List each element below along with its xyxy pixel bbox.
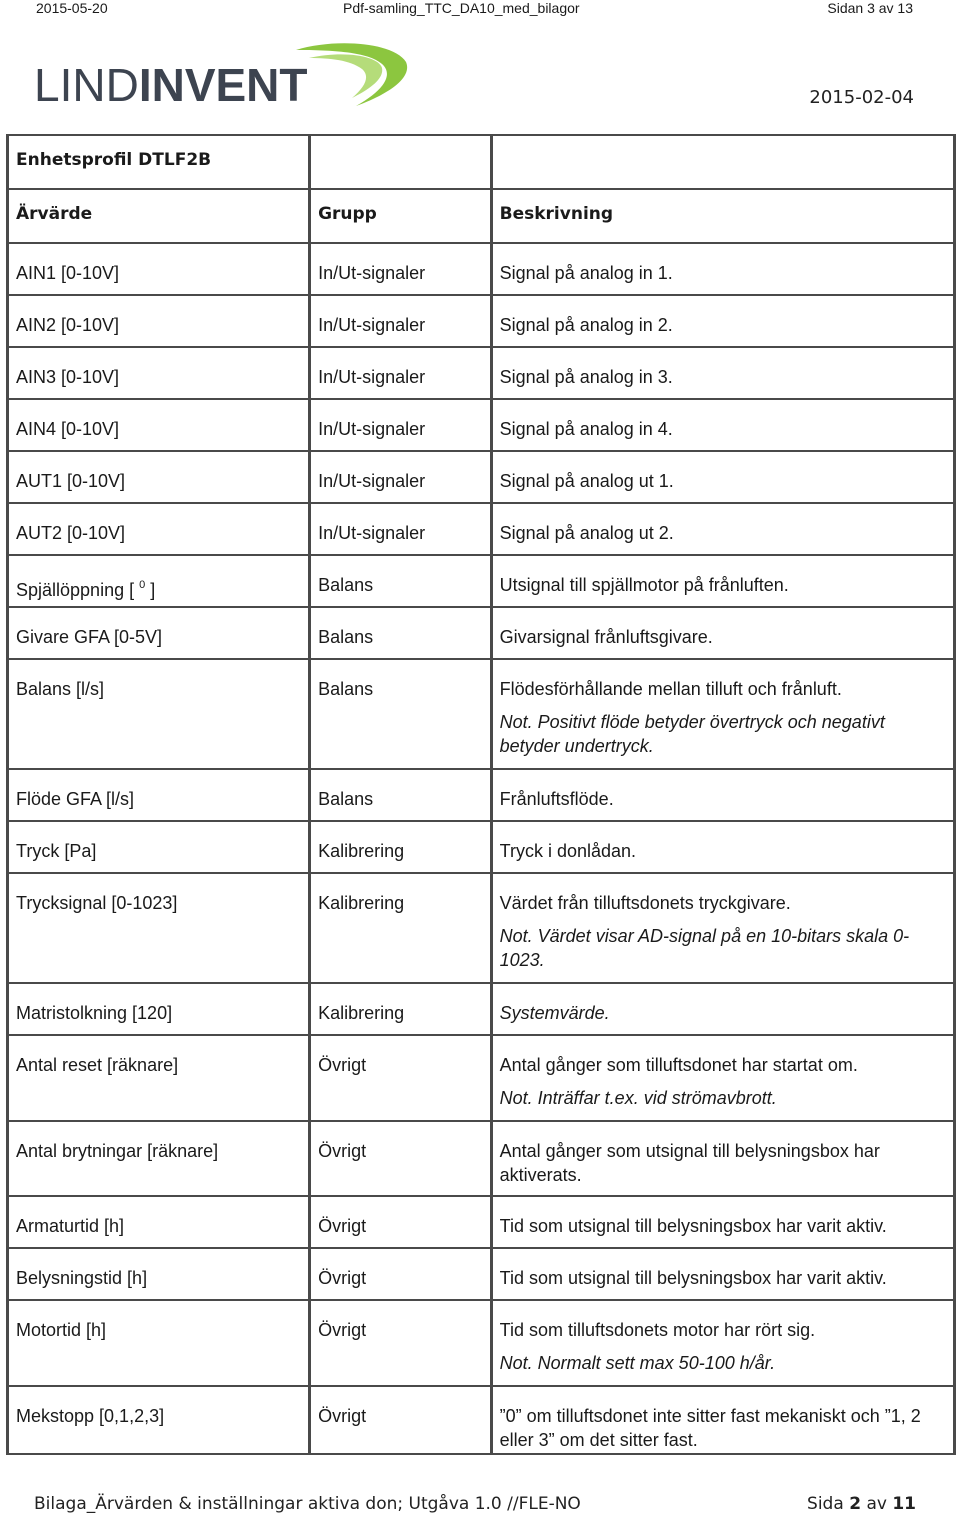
device-profile-table: [6, 134, 956, 1455]
table-row: [8, 821, 955, 873]
cell-group: Balans: [310, 659, 492, 769]
description-text: Tryck i donlådan.: [499, 841, 637, 861]
print-document-title: Pdf-samling_TTC_DA10_med_bilagor: [343, 0, 580, 16]
description-text: Signal på analog ut 2.: [499, 523, 674, 543]
description-text: Flödesförhållande mellan tilluft och frånluft.: [499, 679, 842, 699]
cell-value-text: Spjällöppning [: [16, 580, 140, 600]
logo-wordmark: [34, 59, 308, 110]
cell-group: Övrigt: [310, 1121, 492, 1196]
cell-group: Övrigt: [310, 1196, 492, 1248]
cell-group: In/Ut-signaler: [310, 451, 492, 503]
cell-value: AUT2 [0-10V]: [8, 503, 310, 555]
footer-page-word: Sida: [807, 1494, 844, 1514]
description-text: Givarsignal frånluftsgivare.: [499, 627, 713, 647]
cell-group: Balans: [310, 607, 492, 659]
cell-value: AIN1 [0-10V]: [8, 243, 310, 295]
cell-value: Matristolkning [120]: [8, 983, 310, 1035]
cell-value: Motortid [h]: [8, 1300, 310, 1386]
table-row: [8, 295, 955, 347]
cell-description: [491, 555, 954, 607]
table-row: [8, 399, 955, 451]
description-text: Tid som tilluftsdonets motor har rört sig.: [499, 1320, 816, 1340]
cell-value: Mekstopp [0,1,2,3]: [8, 1386, 310, 1454]
description-text: Frånluftsflöde.: [499, 789, 614, 809]
description-note: Not. Positivt flöde betyder övertryck och negativt betyder undertryck.: [499, 712, 885, 756]
footer-page-number: [807, 1494, 916, 1514]
cell-value: Armaturtid [h]: [8, 1196, 310, 1248]
cell-description: [491, 399, 954, 451]
cell-description: [491, 451, 954, 503]
cell-value: Flöde GFA [l/s]: [8, 769, 310, 821]
description-text: Signal på analog ut 1.: [499, 471, 674, 491]
cell-description: [491, 295, 954, 347]
cell-description: [491, 1386, 954, 1454]
degree-superscript: 0: [139, 579, 146, 591]
cell-group: Balans: [310, 769, 492, 821]
cell-group: Övrigt: [310, 1386, 492, 1454]
header-description: Beskrivning: [491, 189, 954, 243]
cell-description: [491, 243, 954, 295]
cell-group: In/Ut-signaler: [310, 347, 492, 399]
header-group: Grupp: [310, 189, 492, 243]
table-row: [8, 1300, 955, 1386]
table-row: [8, 1248, 955, 1300]
table-row: [8, 1035, 955, 1121]
cell-group: Övrigt: [310, 1300, 492, 1386]
logo-swoosh: [296, 43, 407, 106]
table-title-empty-cell: [310, 135, 492, 189]
cell-description: [491, 1248, 954, 1300]
cell-description: [491, 1121, 954, 1196]
lindinvent-logo: [34, 40, 414, 110]
table-row: [8, 555, 955, 607]
cell-value: AUT1 [0-10V]: [8, 451, 310, 503]
footer-page-of: av: [866, 1494, 887, 1514]
cell-value: Antal reset [räknare]: [8, 1035, 310, 1121]
cell-group: Övrigt: [310, 1035, 492, 1121]
description-text: Tid som utsignal till belysningsbox har varit aktiv.: [499, 1216, 887, 1236]
footer-document-name: Bilaga_Ärvärden & inställningar aktiva don; Utgåva 1.0 //FLE-NO: [34, 1494, 581, 1514]
cell-description: [491, 1300, 954, 1386]
cell-description: [491, 1196, 954, 1248]
description-text: Signal på analog in 4.: [499, 419, 673, 439]
document-date: 2015-02-04: [809, 87, 914, 108]
print-page-number: Sidan 3 av 13: [827, 0, 913, 16]
description-note: Not. Inträffar t.ex. vid strömavbrott.: [499, 1088, 777, 1108]
table-title-empty-cell: [491, 135, 954, 189]
cell-group: In/Ut-signaler: [310, 243, 492, 295]
description-text: Tid som utsignal till belysningsbox har varit aktiv.: [499, 1268, 887, 1288]
cell-description: [491, 873, 954, 983]
description-text: Signal på analog in 2.: [499, 315, 673, 335]
cell-group: Kalibrering: [310, 983, 492, 1035]
table-row: [8, 607, 955, 659]
header-value: Ärvärde: [8, 189, 310, 243]
cell-value: Belysningstid [h]: [8, 1248, 310, 1300]
logo-graphic: [34, 40, 414, 110]
table-row: [8, 1196, 955, 1248]
cell-group: In/Ut-signaler: [310, 399, 492, 451]
cell-value: Givare GFA [0-5V]: [8, 607, 310, 659]
description-text: Antal gånger som utsignal till belysningsbox har aktiverats.: [499, 1141, 880, 1185]
cell-value-text: ]: [145, 580, 156, 600]
cell-description: [491, 659, 954, 769]
table-title-row: [8, 135, 955, 189]
table-row: [8, 659, 955, 769]
cell-description: [491, 983, 954, 1035]
cell-group: In/Ut-signaler: [310, 295, 492, 347]
cell-value: Tryck [Pa]: [8, 821, 310, 873]
table-row: [8, 243, 955, 295]
cell-group: Kalibrering: [310, 873, 492, 983]
cell-value: AIN2 [0-10V]: [8, 295, 310, 347]
logo-text-light: LIND: [34, 59, 139, 110]
description-text: Värdet från tilluftsdonets tryckgivare.: [499, 893, 791, 913]
page-footer: [34, 1494, 916, 1518]
cell-description: [491, 347, 954, 399]
cell-value: [8, 555, 310, 607]
table-row: [8, 503, 955, 555]
cell-description: [491, 503, 954, 555]
description-text: Signal på analog in 3.: [499, 367, 673, 387]
description-text: Utsignal till spjällmotor på frånluften.: [499, 575, 789, 595]
cell-group: Övrigt: [310, 1248, 492, 1300]
cell-value: Trycksignal [0-1023]: [8, 873, 310, 983]
table-row: [8, 1121, 955, 1196]
description-note: Not. Värdet visar AD-signal på en 10-bitars skala 0-1023.: [499, 926, 910, 970]
description-text: Antal gånger som tilluftsdonet har startat om.: [499, 1055, 858, 1075]
cell-description: [491, 607, 954, 659]
table-title: Enhetsprofil DTLF2B: [8, 135, 310, 189]
cell-group: In/Ut-signaler: [310, 503, 492, 555]
description-text: ”0” om tilluftsdonet inte sitter fast mekaniskt och ”1, 2 eller 3” om det sitter fast.: [499, 1406, 921, 1450]
cell-description: [491, 821, 954, 873]
description-note: Not. Normalt sett max 50-100 h/år.: [499, 1353, 776, 1373]
footer-page-total: 11: [892, 1494, 916, 1514]
logo-text-bold: INVENT: [138, 59, 308, 110]
table-header-row: [8, 189, 955, 243]
cell-value: Antal brytningar [räknare]: [8, 1121, 310, 1196]
table-row: [8, 451, 955, 503]
description-text: Signal på analog in 1.: [499, 263, 673, 283]
cell-description: [491, 769, 954, 821]
cell-group: Kalibrering: [310, 821, 492, 873]
table-row: [8, 983, 955, 1035]
logo-swoosh-inner: [309, 54, 382, 98]
cell-value: Balans [l/s]: [8, 659, 310, 769]
cell-value: AIN3 [0-10V]: [8, 347, 310, 399]
table-row: [8, 873, 955, 983]
footer-page-current: 2: [849, 1494, 862, 1514]
cell-description: [491, 1035, 954, 1121]
table-row: [8, 769, 955, 821]
table-row: [8, 1386, 955, 1454]
cell-value: AIN4 [0-10V]: [8, 399, 310, 451]
description-text: Systemvärde.: [499, 1003, 610, 1023]
cell-group: Balans: [310, 555, 492, 607]
table-row: [8, 347, 955, 399]
print-date: 2015-05-20: [36, 0, 108, 16]
print-header: [0, 0, 960, 16]
